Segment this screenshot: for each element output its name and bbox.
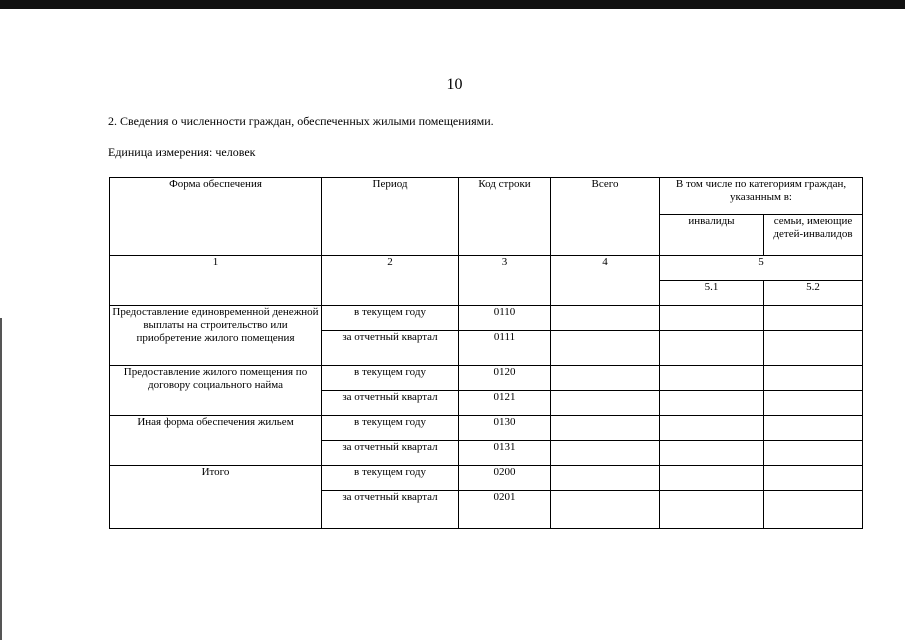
disabled-cell (660, 491, 764, 529)
disabled-cell (660, 441, 764, 466)
total-cell (551, 416, 660, 441)
families-cell (764, 366, 863, 391)
total-cell (551, 491, 660, 529)
code-cell: 0121 (459, 391, 551, 416)
unit-of-measure: Единица измерения: человек (108, 145, 256, 159)
period-cell: в текущем году (322, 466, 459, 491)
page-number: 10 (446, 76, 463, 93)
scan-left-edge (0, 318, 2, 640)
section-heading: 2. Сведения о численности граждан, обеспеченных жилыми помещениями. (108, 114, 494, 128)
header-period: Период (322, 178, 459, 256)
code-cell: 0201 (459, 491, 551, 529)
header-categories: В том числе по категориям граждан, указанным в: (660, 178, 863, 215)
code-cell: 0200 (459, 466, 551, 491)
row-label-total: Итого (110, 466, 322, 529)
period-cell: в текущем году (322, 306, 459, 331)
disabled-cell (660, 466, 764, 491)
total-cell (551, 306, 660, 331)
code-cell: 0130 (459, 416, 551, 441)
families-cell (764, 391, 863, 416)
families-cell (764, 306, 863, 331)
total-cell (551, 331, 660, 366)
families-cell (764, 441, 863, 466)
row-label-other-form: Иная форма обеспечения жильем (110, 416, 322, 466)
disabled-cell (660, 306, 764, 331)
code-cell: 0110 (459, 306, 551, 331)
header-families: семьи, имеющие детей-инвалидов (764, 215, 863, 256)
total-cell (551, 391, 660, 416)
period-cell: за отчетный квартал (322, 391, 459, 416)
families-cell (764, 466, 863, 491)
families-cell (764, 491, 863, 529)
disabled-cell (660, 331, 764, 366)
disabled-cell (660, 366, 764, 391)
code-cell: 0120 (459, 366, 551, 391)
period-cell: за отчетный квартал (322, 441, 459, 466)
housing-table (109, 177, 863, 529)
period-cell: в текущем году (322, 366, 459, 391)
col-number-5-1: 5.1 (660, 281, 764, 306)
total-cell (551, 466, 660, 491)
period-cell: в текущем году (322, 416, 459, 441)
scan-top-edge (0, 0, 905, 9)
total-cell (551, 366, 660, 391)
row-label-lump-sum: Предоставление единовременной денежной выплаты на строительство или приобретение жилого помещения (110, 306, 322, 366)
code-cell: 0131 (459, 441, 551, 466)
col-number-5: 5 (660, 256, 863, 281)
disabled-cell (660, 416, 764, 441)
col-number-2: 2 (322, 256, 459, 306)
col-number-4: 4 (551, 256, 660, 306)
col-number-3: 3 (459, 256, 551, 306)
disabled-cell (660, 391, 764, 416)
families-cell (764, 331, 863, 366)
header-form: Форма обеспечения (110, 178, 322, 256)
code-cell: 0111 (459, 331, 551, 366)
header-total: Всего (551, 178, 660, 256)
total-cell (551, 441, 660, 466)
header-code: Код строки (459, 178, 551, 256)
col-number-1: 1 (110, 256, 322, 306)
header-disabled: инвалиды (660, 215, 764, 256)
period-cell: за отчетный квартал (322, 491, 459, 529)
families-cell (764, 416, 863, 441)
period-cell: за отчетный квартал (322, 331, 459, 366)
col-number-5-2: 5.2 (764, 281, 863, 306)
row-label-social-rent: Предоставление жилого помещения по договору социального найма (110, 366, 322, 416)
